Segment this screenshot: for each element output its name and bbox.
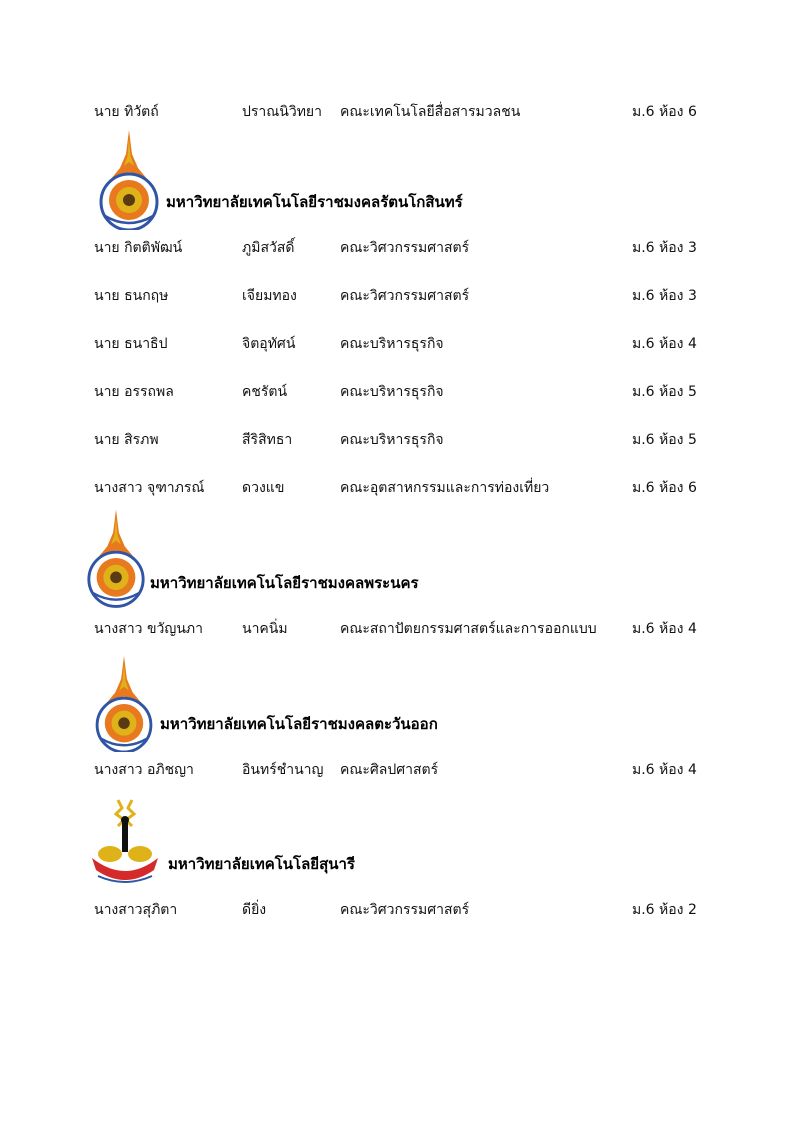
student-name: นางสาว ขวัญนภา bbox=[94, 621, 204, 637]
student-class: ม.6 ห้อง 4 bbox=[632, 336, 697, 352]
student-name: นาย กิตติพัฒน์ bbox=[94, 240, 183, 256]
student-name: นาย ทิวัตถ์ bbox=[94, 104, 159, 120]
student-faculty: คณะเทคโนโลยีสื่อสารมวลชน bbox=[340, 104, 521, 120]
student-class: ม.6 ห้อง 5 bbox=[632, 432, 697, 448]
student-surname: ปราณนิวิทยา bbox=[242, 104, 322, 120]
university-title: มหาวิทยาลัยเทคโนโลยีสุนารี bbox=[168, 855, 355, 873]
sut-logo-icon bbox=[88, 798, 162, 884]
student-class: ม.6 ห้อง 5 bbox=[632, 384, 697, 400]
student-name: นางสาว จุฑาภรณ์ bbox=[94, 480, 205, 496]
student-faculty: คณะอุตสาหกรรมและการท่องเที่ยว bbox=[340, 480, 550, 496]
student-faculty: คณะวิศวกรรมศาสตร์ bbox=[340, 240, 470, 256]
student-row bbox=[0, 283, 804, 309]
student-row bbox=[0, 616, 804, 642]
student-class: ม.6 ห้อง 4 bbox=[632, 621, 697, 637]
student-faculty: คณะบริหารธุรกิจ bbox=[340, 432, 444, 448]
student-name: นางสาว อภิชญา bbox=[94, 762, 194, 778]
student-class: ม.6 ห้อง 4 bbox=[632, 762, 697, 778]
student-faculty: คณะสถาปัตยกรรมศาสตร์และการออกแบบ bbox=[340, 621, 597, 637]
rmutto-logo-icon bbox=[92, 654, 156, 752]
rmutp-logo-icon bbox=[84, 506, 148, 608]
student-surname: จิตอุทัศน์ bbox=[242, 336, 296, 352]
student-surname: คชรัตน์ bbox=[242, 384, 288, 400]
student-row bbox=[0, 427, 804, 453]
student-name: นาย ธนกฤษ bbox=[94, 288, 169, 304]
student-row bbox=[0, 235, 804, 261]
student-class: ม.6 ห้อง 3 bbox=[632, 288, 697, 304]
student-class: ม.6 ห้อง 6 bbox=[632, 104, 697, 120]
student-class: ม.6 ห้อง 2 bbox=[632, 902, 697, 918]
student-faculty: คณะบริหารธุรกิจ bbox=[340, 336, 444, 352]
student-row bbox=[0, 379, 804, 405]
student-row bbox=[0, 99, 804, 125]
student-row bbox=[0, 331, 804, 357]
student-surname: ภูมิสวัสดิ์ bbox=[242, 240, 295, 256]
student-row bbox=[0, 757, 804, 783]
student-name: นาย ธนาธิป bbox=[94, 336, 168, 352]
student-surname: สีริสิทธา bbox=[242, 432, 293, 448]
student-row bbox=[0, 897, 804, 923]
student-faculty: คณะวิศวกรรมศาสตร์ bbox=[340, 902, 470, 918]
student-surname: เจียมทอง bbox=[242, 288, 297, 304]
rmutr-logo-icon bbox=[96, 128, 162, 230]
student-faculty: คณะศิลปศาสตร์ bbox=[340, 762, 439, 778]
student-row bbox=[0, 475, 804, 501]
student-surname: ดวงแข bbox=[242, 480, 285, 496]
student-class: ม.6 ห้อง 6 bbox=[632, 480, 697, 496]
student-class: ม.6 ห้อง 3 bbox=[632, 240, 697, 256]
student-name: นาย สิรภพ bbox=[94, 432, 159, 448]
university-title: มหาวิทยาลัยเทคโนโลยีราชมงคลพระนคร bbox=[150, 574, 419, 592]
student-surname: อินทร์ชำนาญ bbox=[242, 762, 324, 778]
student-name: นางสาวสุภิตา bbox=[94, 902, 178, 918]
student-surname: นาคนิ่ม bbox=[242, 621, 288, 637]
university-title: มหาวิทยาลัยเทคโนโลยีราชมงคลรัตนโกสินทร์ bbox=[166, 193, 463, 211]
student-surname: ดียิ่ง bbox=[242, 902, 267, 918]
student-faculty: คณะวิศวกรรมศาสตร์ bbox=[340, 288, 470, 304]
student-name: นาย อรรถพล bbox=[94, 384, 174, 400]
university-title: มหาวิทยาลัยเทคโนโลยีราชมงคลตะวันออก bbox=[160, 715, 438, 733]
student-faculty: คณะบริหารธุรกิจ bbox=[340, 384, 444, 400]
